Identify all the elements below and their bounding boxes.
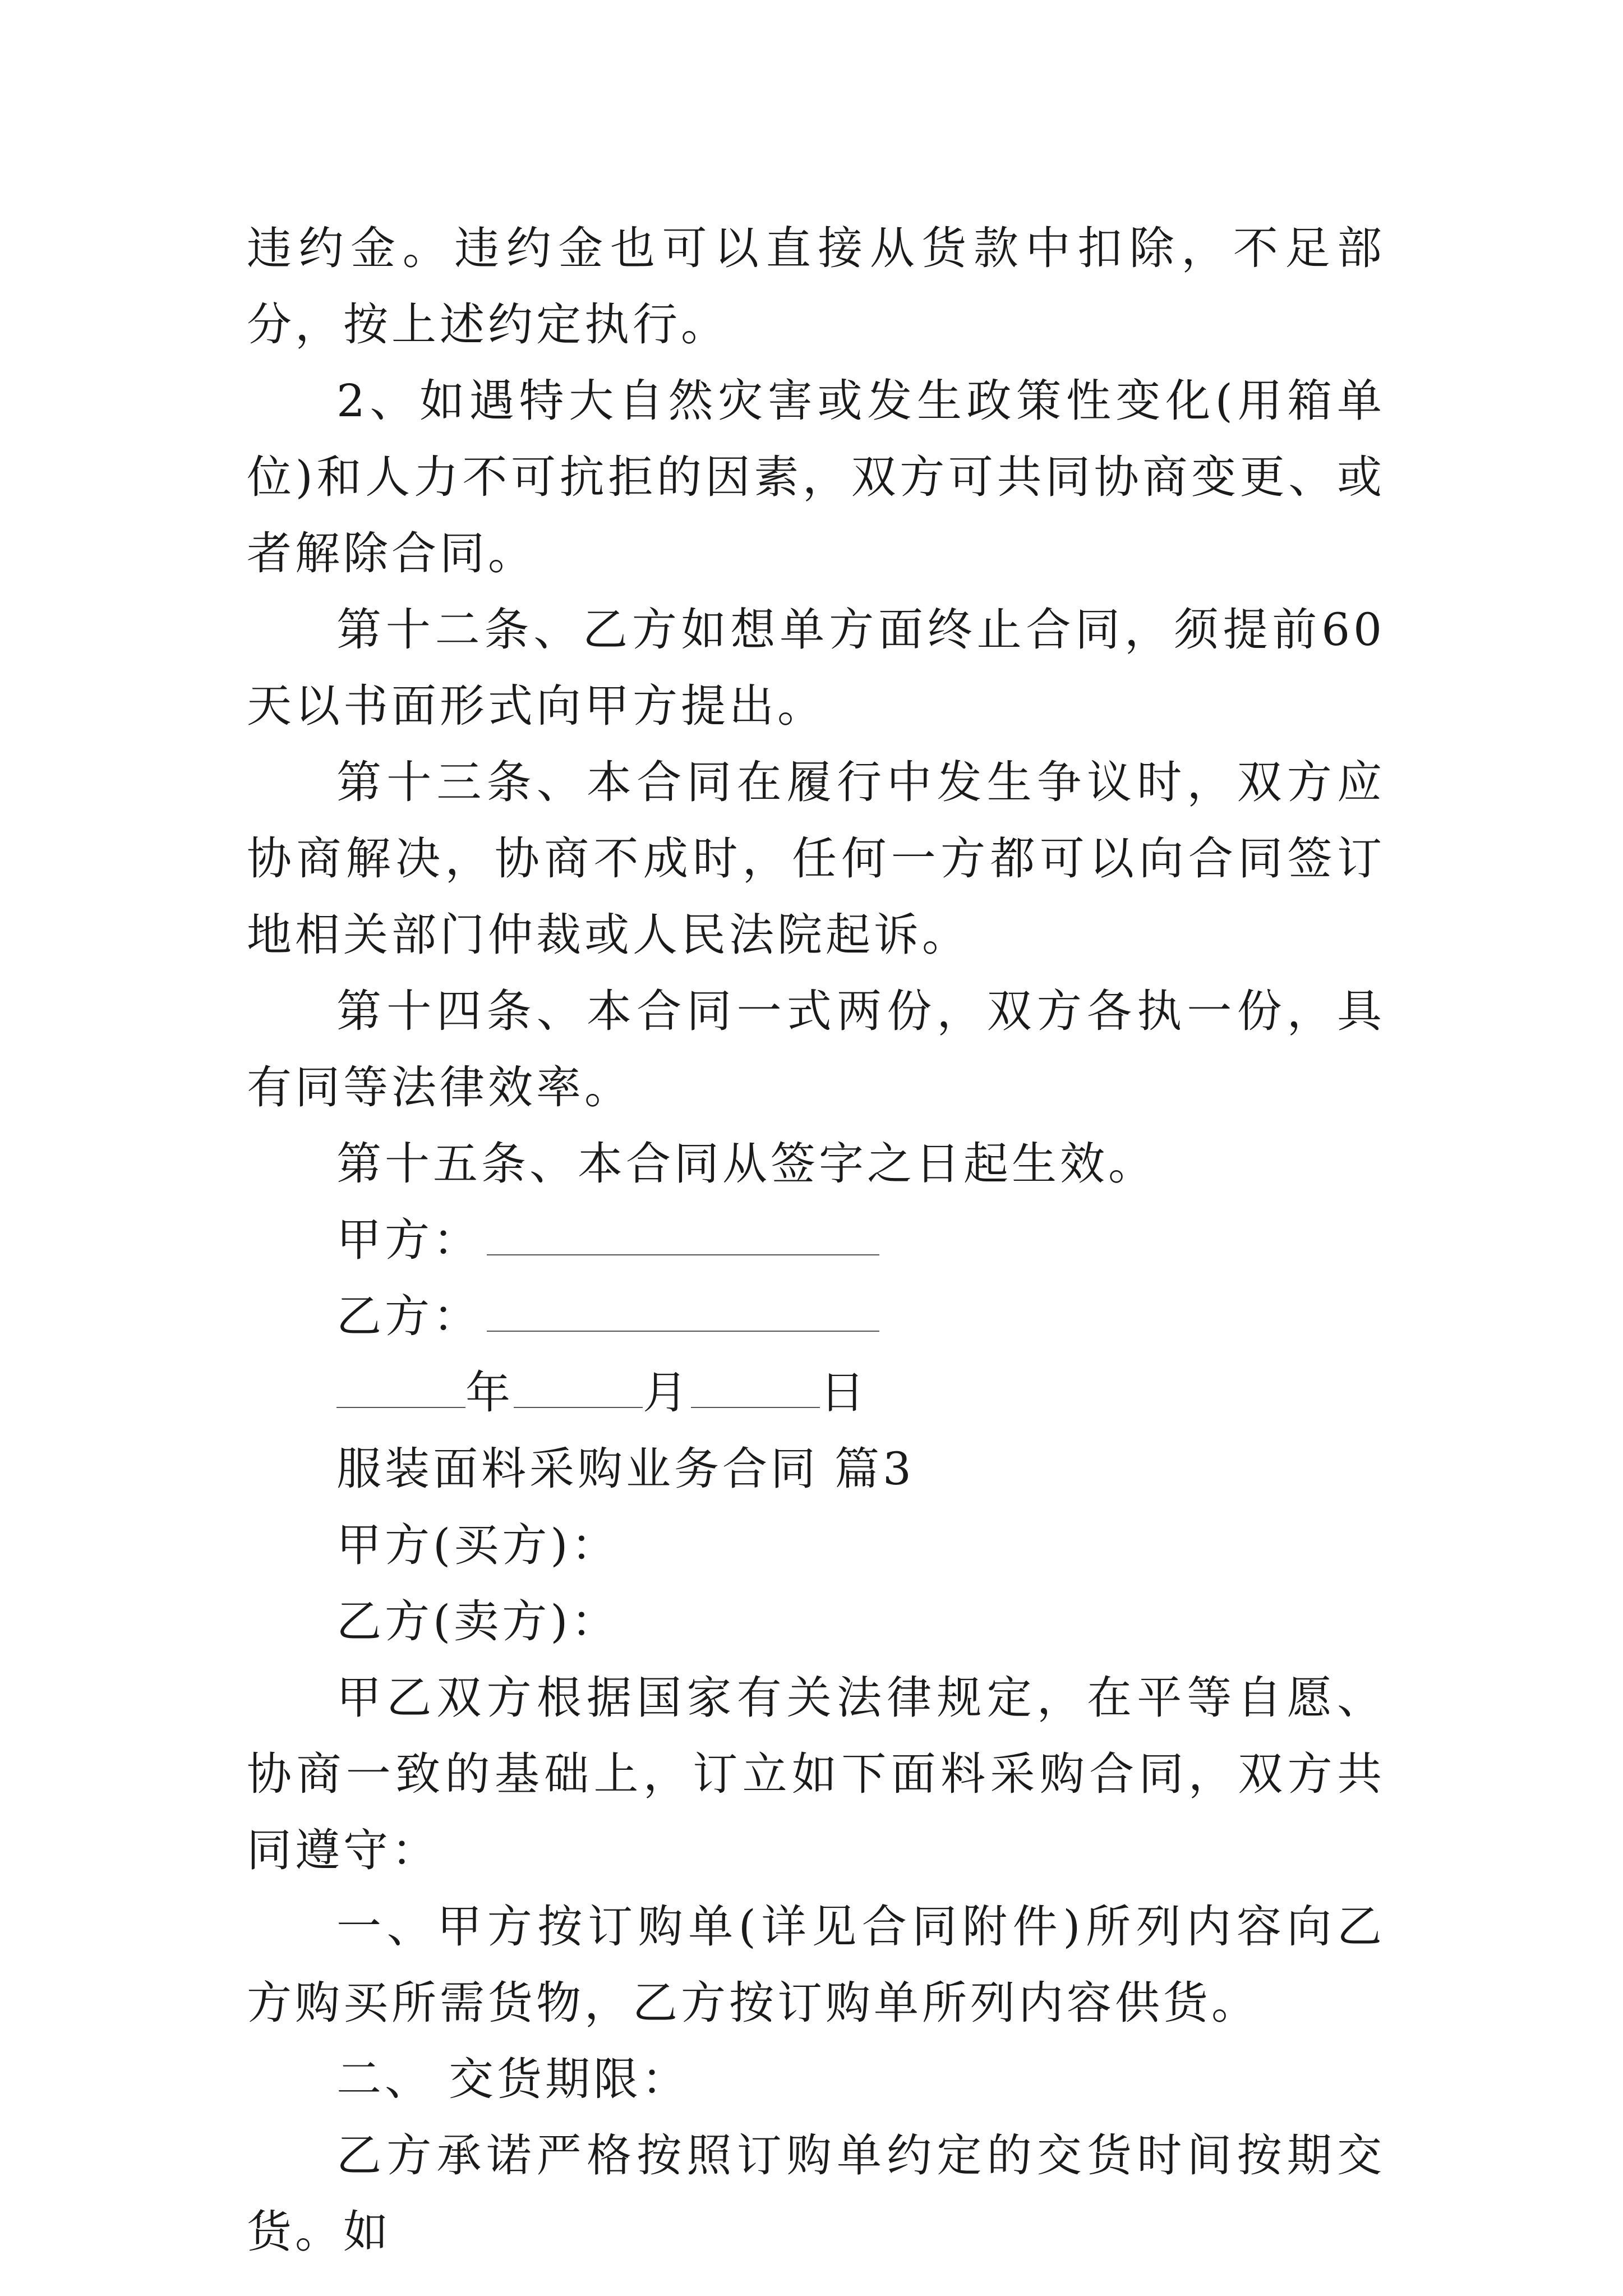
paragraph-article-12: 第十二条、乙方如想单方面终止合同，须提前60天以书面形式向甲方提出。 — [247, 604, 1385, 732]
paragraph-force-majeure: 2、如遇特大自然灾害或发生政策性变化(用箱单位)和人力不可抗拒的因素，双方可共同协商变更、或者解除合同。 — [247, 375, 1385, 579]
seller-line: 乙方(卖方)： — [336, 1595, 620, 1648]
delivery-title: 交货期限： — [449, 2053, 690, 2105]
paragraph-article-15: 第十五条、本合同从签字之日起生效。 — [336, 1138, 1156, 1190]
paragraph-article-13: 第十三条、本合同在履行中发生争议时，双方应协商解决，协商不成时，任何一方都可以向合同签订地相关部门仲裁或人民法院起诉。 — [247, 756, 1385, 961]
party-a-label: 甲方： — [336, 1214, 481, 1266]
section-title-text: 服装面料采购业务合同 — [336, 1443, 819, 1495]
paragraph-penalty: 违约金。违约金也可以直接从货款中扣除，不足部分，按上述约定执行。 — [247, 222, 1385, 351]
paragraph-delivery: 乙方承诺严格按照订购单约定的交货时间按期交货。如 — [247, 2129, 1385, 2258]
month-blank — [514, 1368, 643, 1408]
party-a-blank — [487, 1215, 879, 1255]
year-label: 年 — [465, 1366, 514, 1419]
day-blank — [691, 1368, 820, 1408]
section-title — [247, 1431, 1385, 1507]
document-body — [247, 210, 1385, 2270]
delivery-number: 二、 — [336, 2053, 433, 2105]
buyer-line: 甲方(买方)： — [336, 1519, 620, 1571]
paragraph-preamble: 甲乙双方根据国家有关法律规定，在平等自愿、协商一致的基础上，订立如下面料采购合同，双方共同遵守： — [247, 1672, 1385, 1876]
day-label: 日 — [820, 1366, 868, 1419]
paragraph-clause-1: 一、甲方按订购单(详见合同附件)所列内容向乙方购买所需货物，乙方按订购单所列内容供货。 — [247, 1901, 1385, 2029]
year-blank — [336, 1368, 465, 1408]
section-part: 篇3 — [834, 1443, 915, 1495]
party-b-blank — [487, 1291, 879, 1332]
delivery-heading — [247, 2041, 1385, 2118]
party-a-signature-line — [247, 1202, 1385, 1278]
paragraph-article-14: 第十四条、本合同一式两份，双方各执一份，具有同等法律效率。 — [247, 985, 1385, 1114]
party-b-label: 乙方： — [336, 1290, 481, 1342]
month-label: 月 — [643, 1366, 691, 1419]
party-b-signature-line — [247, 1278, 1385, 1355]
date-line — [247, 1355, 1385, 1431]
